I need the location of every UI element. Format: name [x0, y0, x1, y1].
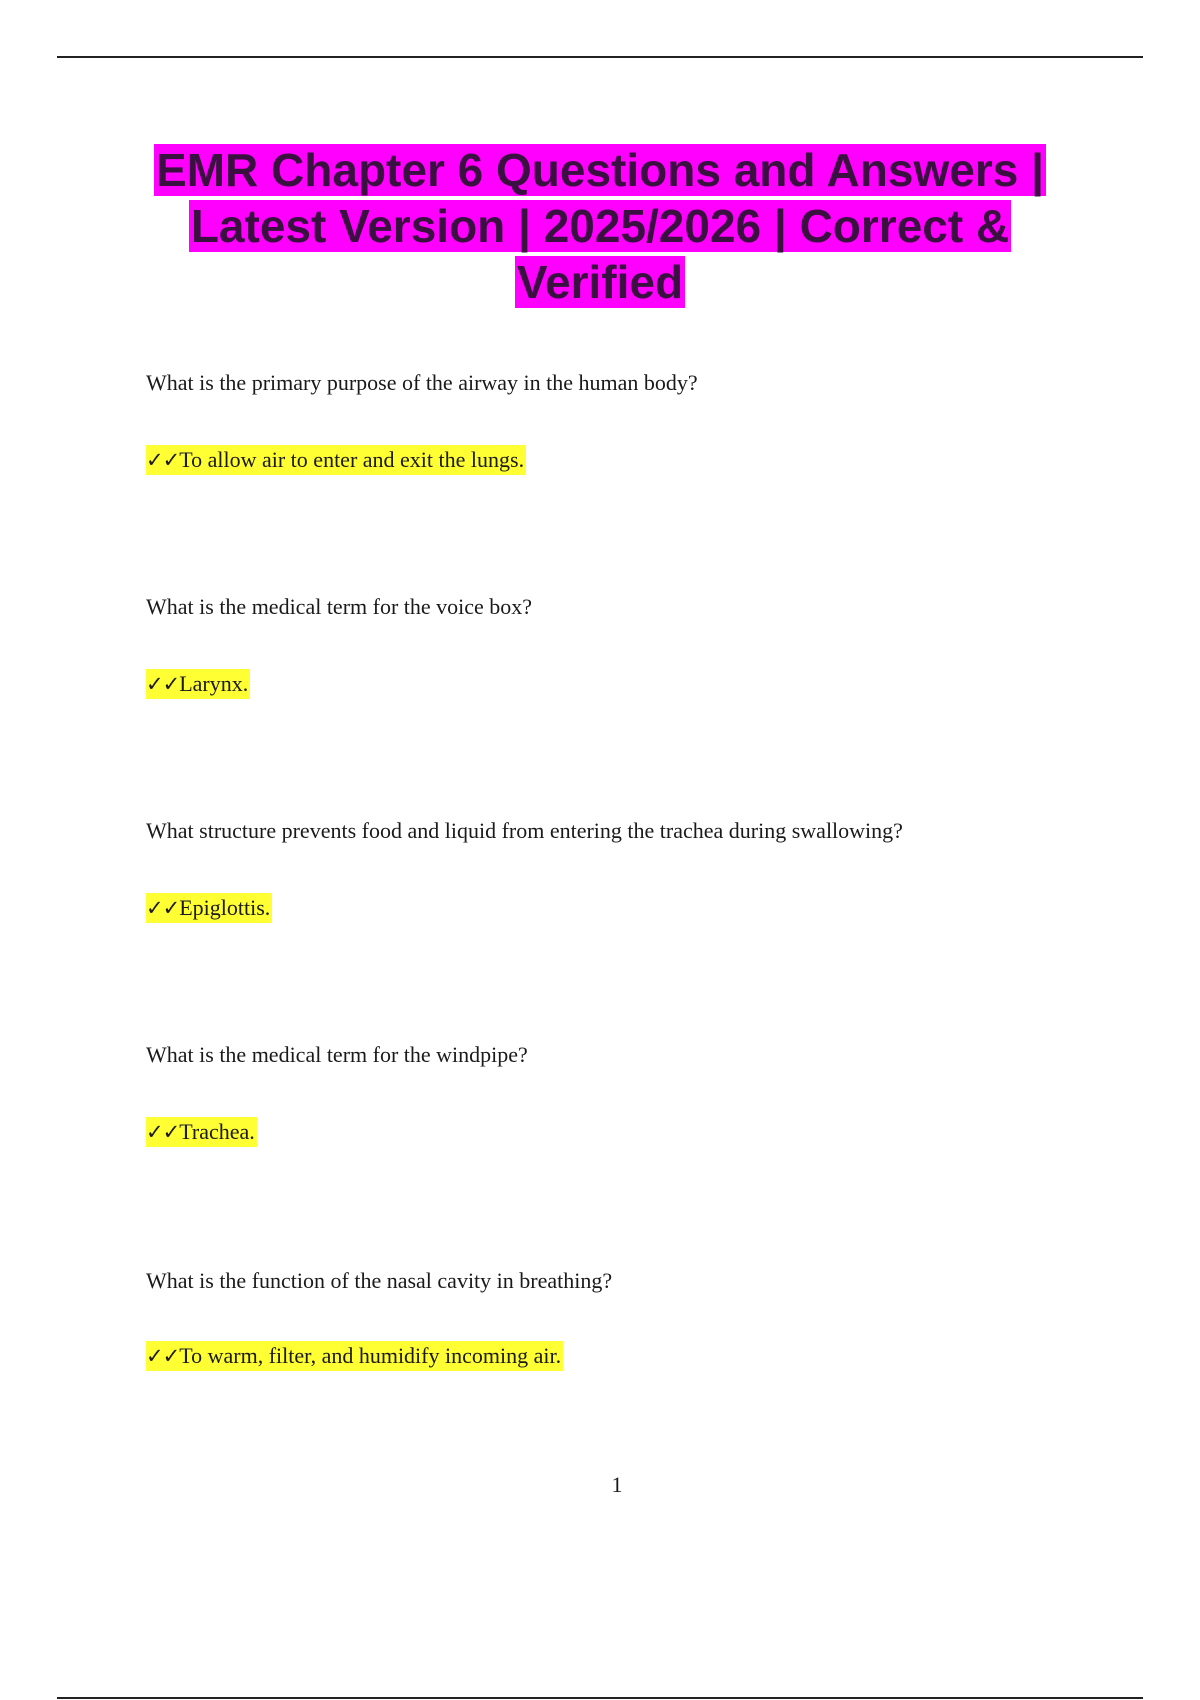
question-text: What structure prevents food and liquid from entering the trachea during swallowing?	[146, 818, 903, 843]
answer-highlight	[146, 669, 250, 699]
qa-item-5	[146, 1267, 1046, 1368]
answer-highlight	[146, 1117, 257, 1147]
answer-text: To warm, filter, and humidify incoming air.	[179, 1343, 562, 1368]
qa-item-3	[146, 817, 1046, 920]
answer-text: Epiglottis.	[179, 895, 271, 920]
footer-rule	[57, 1697, 1143, 1699]
question-text: What is the function of the nasal cavity in breathing?	[146, 1268, 613, 1293]
answer-line	[146, 894, 272, 922]
answer-text: Trachea.	[179, 1119, 255, 1144]
answer-line	[146, 1118, 257, 1146]
answer-highlight	[146, 1341, 563, 1371]
answer-line	[146, 670, 250, 698]
header-rule	[57, 56, 1143, 58]
double-check-icon: ✓✓	[146, 1120, 180, 1144]
page-number: 1	[611, 1472, 623, 1497]
answer-line	[146, 1342, 563, 1370]
double-check-icon: ✓✓	[146, 1344, 180, 1368]
double-check-icon: ✓✓	[146, 672, 180, 696]
document-title	[140, 142, 1060, 310]
double-check-icon: ✓✓	[146, 896, 180, 920]
answer-highlight	[146, 445, 526, 475]
document-title-text: EMR Chapter 6 Questions and Answers | Latest Version | 2025/2026 | Correct & Verified	[156, 144, 1044, 308]
qa-item-2	[146, 593, 1046, 696]
answer-line	[146, 446, 526, 474]
answer-highlight	[146, 893, 272, 923]
qa-item-1	[146, 369, 1046, 472]
double-check-icon: ✓✓	[146, 448, 180, 472]
question-text: What is the primary purpose of the airway in the human body?	[146, 370, 698, 395]
answer-text: Larynx.	[179, 671, 249, 696]
question-text: What is the medical term for the voice box?	[146, 594, 533, 619]
answer-text: To allow air to enter and exit the lungs.	[179, 447, 525, 472]
question-text: What is the medical term for the windpipe?	[146, 1042, 528, 1067]
qa-item-4	[146, 1041, 1046, 1144]
